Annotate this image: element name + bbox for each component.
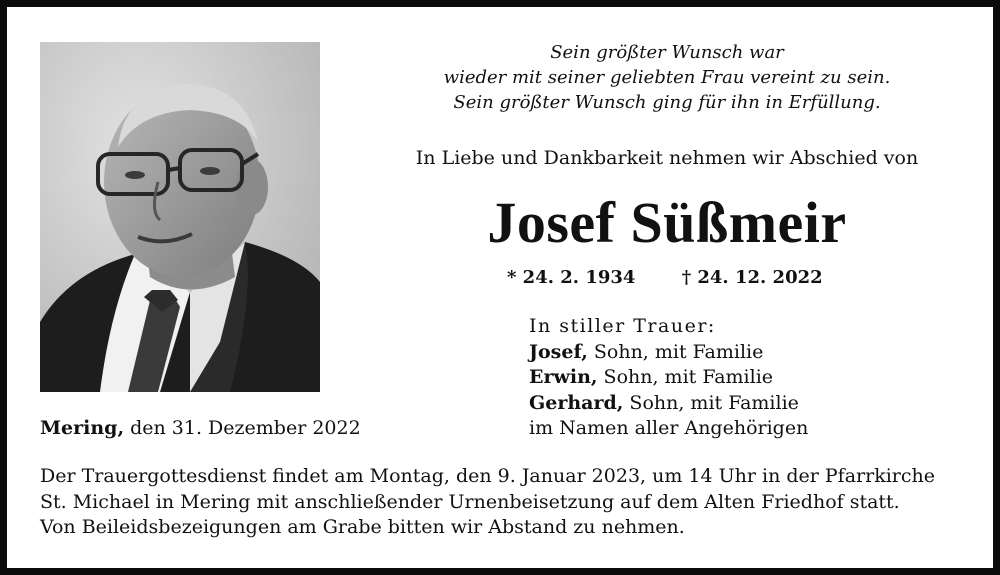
mourner-entry xyxy=(529,391,808,417)
intro-text: In Liebe und Dankbarkeit nehmen wir Abschied von xyxy=(415,147,919,169)
quote-line-1: Sein größter Wunsch war xyxy=(550,42,784,63)
mourners-heading: In stiller Trauer: xyxy=(529,315,716,337)
service-info xyxy=(40,464,980,541)
death-date: † 24. 12. 2022 xyxy=(681,267,823,288)
mourner-relation: Sohn, mit Familie xyxy=(603,366,774,388)
mourner-name: Erwin, xyxy=(529,366,598,388)
quote-line-2: wieder mit seiner geliebten Frau vereint zu sein. xyxy=(443,67,891,88)
mourner-relation: Sohn, mit Familie xyxy=(629,391,799,414)
mourners-list xyxy=(529,314,808,442)
mourner-name: Josef, xyxy=(529,340,588,363)
portrait-photo-image xyxy=(40,42,320,392)
place-town: Mering, xyxy=(40,417,125,439)
life-dates xyxy=(507,265,823,291)
birth-date: * 24. 2. 1934 xyxy=(507,267,636,288)
mourner-entry xyxy=(529,340,808,366)
mourner-entry xyxy=(529,365,808,391)
memorial-quote xyxy=(367,40,967,115)
service-line-1: Der Trauergottesdienst findet am Montag, den 9. Januar 2023, um 14 Uhr in der Pfarrkirche xyxy=(40,465,935,487)
mourner-relation: Sohn, mit Familie xyxy=(593,340,764,363)
mourners-closing: im Namen aller Angehörigen xyxy=(529,417,809,439)
portrait-photo xyxy=(40,42,320,392)
quote-line-3: Sein größter Wunsch ging für ihn in Erfüllung. xyxy=(453,92,881,113)
service-line-2: St. Michael in Mering mit anschließender Urnenbeisetzung auf dem Alten Friedhof statt. xyxy=(40,490,900,513)
place-and-date xyxy=(40,415,361,441)
service-line-3: Von Beileidsbezeigungen am Grabe bitten wir Abstand zu nehmen. xyxy=(40,516,685,538)
deceased-name: Josef Süßmeir xyxy=(487,190,847,255)
mourner-name: Gerhard, xyxy=(529,391,624,414)
place-date: den 31. Dezember 2022 xyxy=(130,417,361,439)
